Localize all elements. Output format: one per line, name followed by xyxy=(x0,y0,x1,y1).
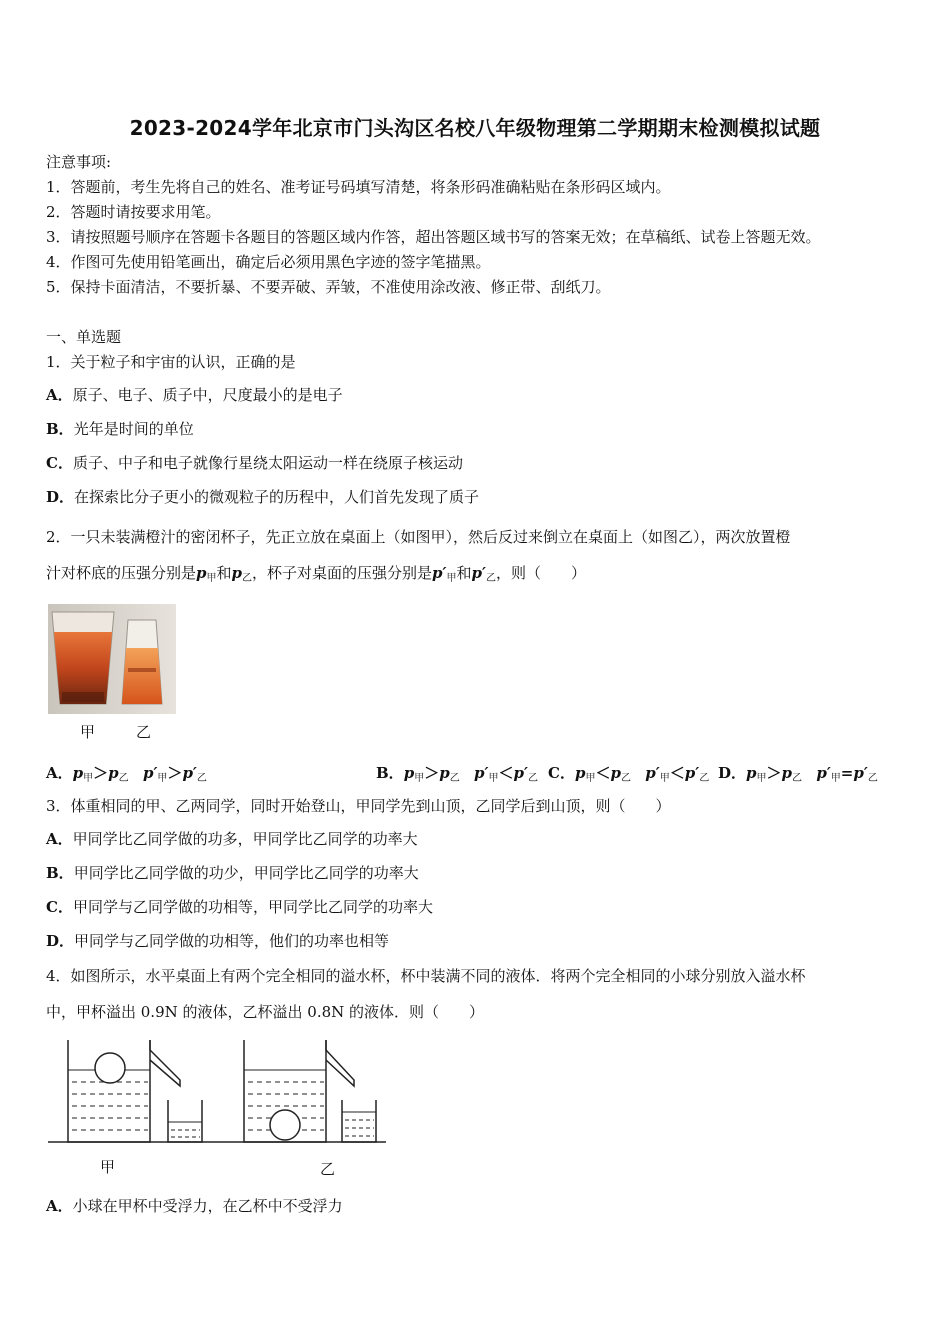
subscript: 乙 xyxy=(867,773,878,784)
q2-text: 汁对杯底的压强分别是 xyxy=(46,564,197,582)
q1-option-d xyxy=(46,487,479,507)
q2-option-b xyxy=(376,762,538,784)
symbol-p: p xyxy=(439,764,450,782)
option-text: 甲同学与乙同学做的功相等，甲同学比乙同学的功率大 xyxy=(72,898,433,916)
option-text: 甲同学比乙同学做的功多，甲同学比乙同学的功率大 xyxy=(72,830,418,848)
notice-heading: 注意事项: xyxy=(46,153,112,171)
q2-options-row xyxy=(46,762,906,784)
q4-stem-line1: 4．如图所示，水平桌面上有两个完全相同的溢水杯，杯中装满不同的液体．将两个完全相同的小球分别放入溢水杯 xyxy=(46,967,806,985)
ball-yi xyxy=(270,1110,300,1140)
option-text: 小球在甲杯中受浮力，在乙杯中不受浮力 xyxy=(72,1197,343,1215)
q2-stem-line1: 2．一只未装满橙汁的密闭杯子，先正立放在桌面上（如图甲），然后反过来倒立在桌面上（如图乙），两次放置橙 xyxy=(46,528,791,546)
option-label: A． xyxy=(46,386,73,404)
q3-option-c xyxy=(46,897,433,917)
q1-option-b xyxy=(46,419,194,439)
q2-option-a xyxy=(46,762,207,784)
q1-option-a xyxy=(46,385,343,405)
symbol-p-prime: p′ xyxy=(684,764,700,782)
subscript: 乙 xyxy=(449,773,460,784)
symbol-p: p xyxy=(231,564,243,582)
option-label: A． xyxy=(46,830,73,848)
subscript: 甲 xyxy=(756,773,767,784)
symbol-p-prime: p′ xyxy=(432,564,447,582)
q2-stem-line2 xyxy=(46,563,586,589)
option-label: C． xyxy=(548,764,575,782)
section-heading: 一、单选题 xyxy=(46,328,122,346)
symbol-p: p xyxy=(72,764,84,782)
q3-option-d xyxy=(46,931,389,951)
q3-option-a xyxy=(46,829,418,849)
subscript: 甲 xyxy=(414,773,425,784)
subscript-yi: 乙 xyxy=(485,573,496,584)
overflow-cups-figure xyxy=(44,1036,390,1148)
option-label: D． xyxy=(718,764,747,782)
subscript-jia: 甲 xyxy=(206,573,217,584)
figure-caption-jia: 甲 xyxy=(100,1158,116,1176)
symbol-p: p xyxy=(403,764,415,782)
beaker-jia xyxy=(168,1100,202,1142)
symbol-p: p xyxy=(574,764,586,782)
subscript: 甲 xyxy=(83,773,94,784)
symbol-p: p xyxy=(781,764,793,782)
q2-option-d xyxy=(718,762,878,784)
q2-text: 和 xyxy=(456,564,472,582)
subscript: 乙 xyxy=(527,773,538,784)
subscript: 乙 xyxy=(620,773,631,784)
symbol-p-prime: p′ xyxy=(142,764,158,782)
q4-stem-line2: 中，甲杯溢出 0.9N 的液体，乙杯溢出 0.8N 的液体．则（ ） xyxy=(46,1003,485,1021)
symbol-p-prime: p′ xyxy=(645,764,660,782)
subscript: 乙 xyxy=(792,773,803,784)
symbol-p-prime: p′ xyxy=(474,764,489,782)
option-text: 光年是时间的单位 xyxy=(73,420,194,438)
q4-option-a xyxy=(46,1196,343,1216)
option-label: A． xyxy=(46,1197,73,1215)
relation: ＞ xyxy=(93,764,109,782)
subscript-yi: 乙 xyxy=(242,573,253,584)
subscript: 乙 xyxy=(196,773,207,784)
q3-option-b xyxy=(46,863,419,883)
notice-item: 4．作图可先使用铅笔画出，确定后必须用黑色字迹的签字笔描黑。 xyxy=(46,253,491,271)
option-text: 原子、电子、质子中，尺度最小的是电子 xyxy=(72,386,343,404)
figure-caption-yi: 乙 xyxy=(136,723,152,741)
option-label: B． xyxy=(46,864,74,882)
subscript: 甲 xyxy=(157,773,168,784)
option-text: 质子、中子和电子就像行星绕太阳运动一样在绕原子核运动 xyxy=(72,454,463,472)
overflow-cup-yi xyxy=(244,1040,354,1142)
symbol-p-prime: p′ xyxy=(182,764,197,782)
option-label: C． xyxy=(46,454,73,472)
page-title: 2023-2024学年北京市门头沟区名校八年级物理第二学期期末检测模拟试题 xyxy=(129,116,821,140)
symbol-p: p xyxy=(108,764,119,782)
relation: ＞ xyxy=(424,764,440,782)
option-text: 甲同学比乙同学做的功少，甲同学比乙同学的功率大 xyxy=(73,864,419,882)
q2-option-c xyxy=(548,762,709,784)
notice-item: 5．保持卡面清洁，不要折暴、不要弄破、弄皱，不准使用涂改液、修正带、刮纸刀。 xyxy=(46,278,611,296)
symbol-p: p xyxy=(610,764,621,782)
symbol-p-prime: p′ xyxy=(816,764,831,782)
option-label: D． xyxy=(46,488,75,506)
notice-item: 1．答题前，考生先将自己的姓名、准考证号码填写清楚，将条形码准确粘贴在条形码区域内。 xyxy=(46,178,671,196)
q1-stem: 1．关于粒子和宇宙的认识，正确的是 xyxy=(46,353,296,371)
cup-label xyxy=(128,668,156,672)
orange-juice-cups-figure xyxy=(48,604,176,714)
option-text: 甲同学与乙同学做的功相等，他们的功率也相等 xyxy=(74,932,390,950)
option-label: B． xyxy=(376,764,404,782)
relation: ＞ xyxy=(766,764,782,782)
subscript: 乙 xyxy=(699,773,710,784)
q2-text: 和 xyxy=(216,564,232,582)
relation: = xyxy=(840,764,854,782)
subscript: 甲 xyxy=(659,773,670,784)
relation: ＞ xyxy=(167,764,183,782)
relation: ＜ xyxy=(595,764,611,782)
overflow-cup-jia xyxy=(68,1040,180,1142)
subscript-jia: 甲 xyxy=(446,573,457,584)
symbol-p: p xyxy=(196,564,207,582)
beaker-yi xyxy=(342,1100,376,1142)
subscript: 乙 xyxy=(118,773,129,784)
option-label: D． xyxy=(46,932,75,950)
figure-caption-yi: 乙 xyxy=(320,1160,336,1178)
relation: ＜ xyxy=(498,764,514,782)
option-label: C． xyxy=(46,898,73,916)
symbol-p-prime: p′ xyxy=(853,764,868,782)
q2-text: ，杯子对桌面的压强分别是 xyxy=(252,564,433,582)
juice-shadow xyxy=(62,692,104,702)
q2-text: ，则（ ） xyxy=(495,564,586,582)
symbol-p-prime: p′ xyxy=(513,764,528,782)
notice-item: 2．答题时请按要求用笔。 xyxy=(46,203,221,221)
option-label: B． xyxy=(46,420,74,438)
relation: ＜ xyxy=(669,764,685,782)
notice-item: 3．请按照题号顺序在答题卡各题目的答题区域内作答，超出答题区域书写的答案无效；在草稿纸、试卷上答题无效。 xyxy=(46,228,821,246)
symbol-p-prime: p′ xyxy=(471,564,486,582)
subscript: 甲 xyxy=(488,773,499,784)
subscript: 甲 xyxy=(830,773,841,784)
figure-caption-jia: 甲 xyxy=(80,723,96,741)
juice-yi xyxy=(122,648,162,704)
option-label: A． xyxy=(46,764,73,782)
ball-jia xyxy=(95,1053,125,1083)
symbol-p: p xyxy=(746,764,757,782)
q1-option-c xyxy=(46,453,463,473)
subscript: 甲 xyxy=(585,773,596,784)
option-text: 在探索比分子更小的微观粒子的历程中，人们首先发现了质子 xyxy=(74,488,480,506)
q3-stem: 3．体重相同的甲、乙两同学，同时开始登山，甲同学先到山顶，乙同学后到山顶，则（ ） xyxy=(46,797,671,815)
